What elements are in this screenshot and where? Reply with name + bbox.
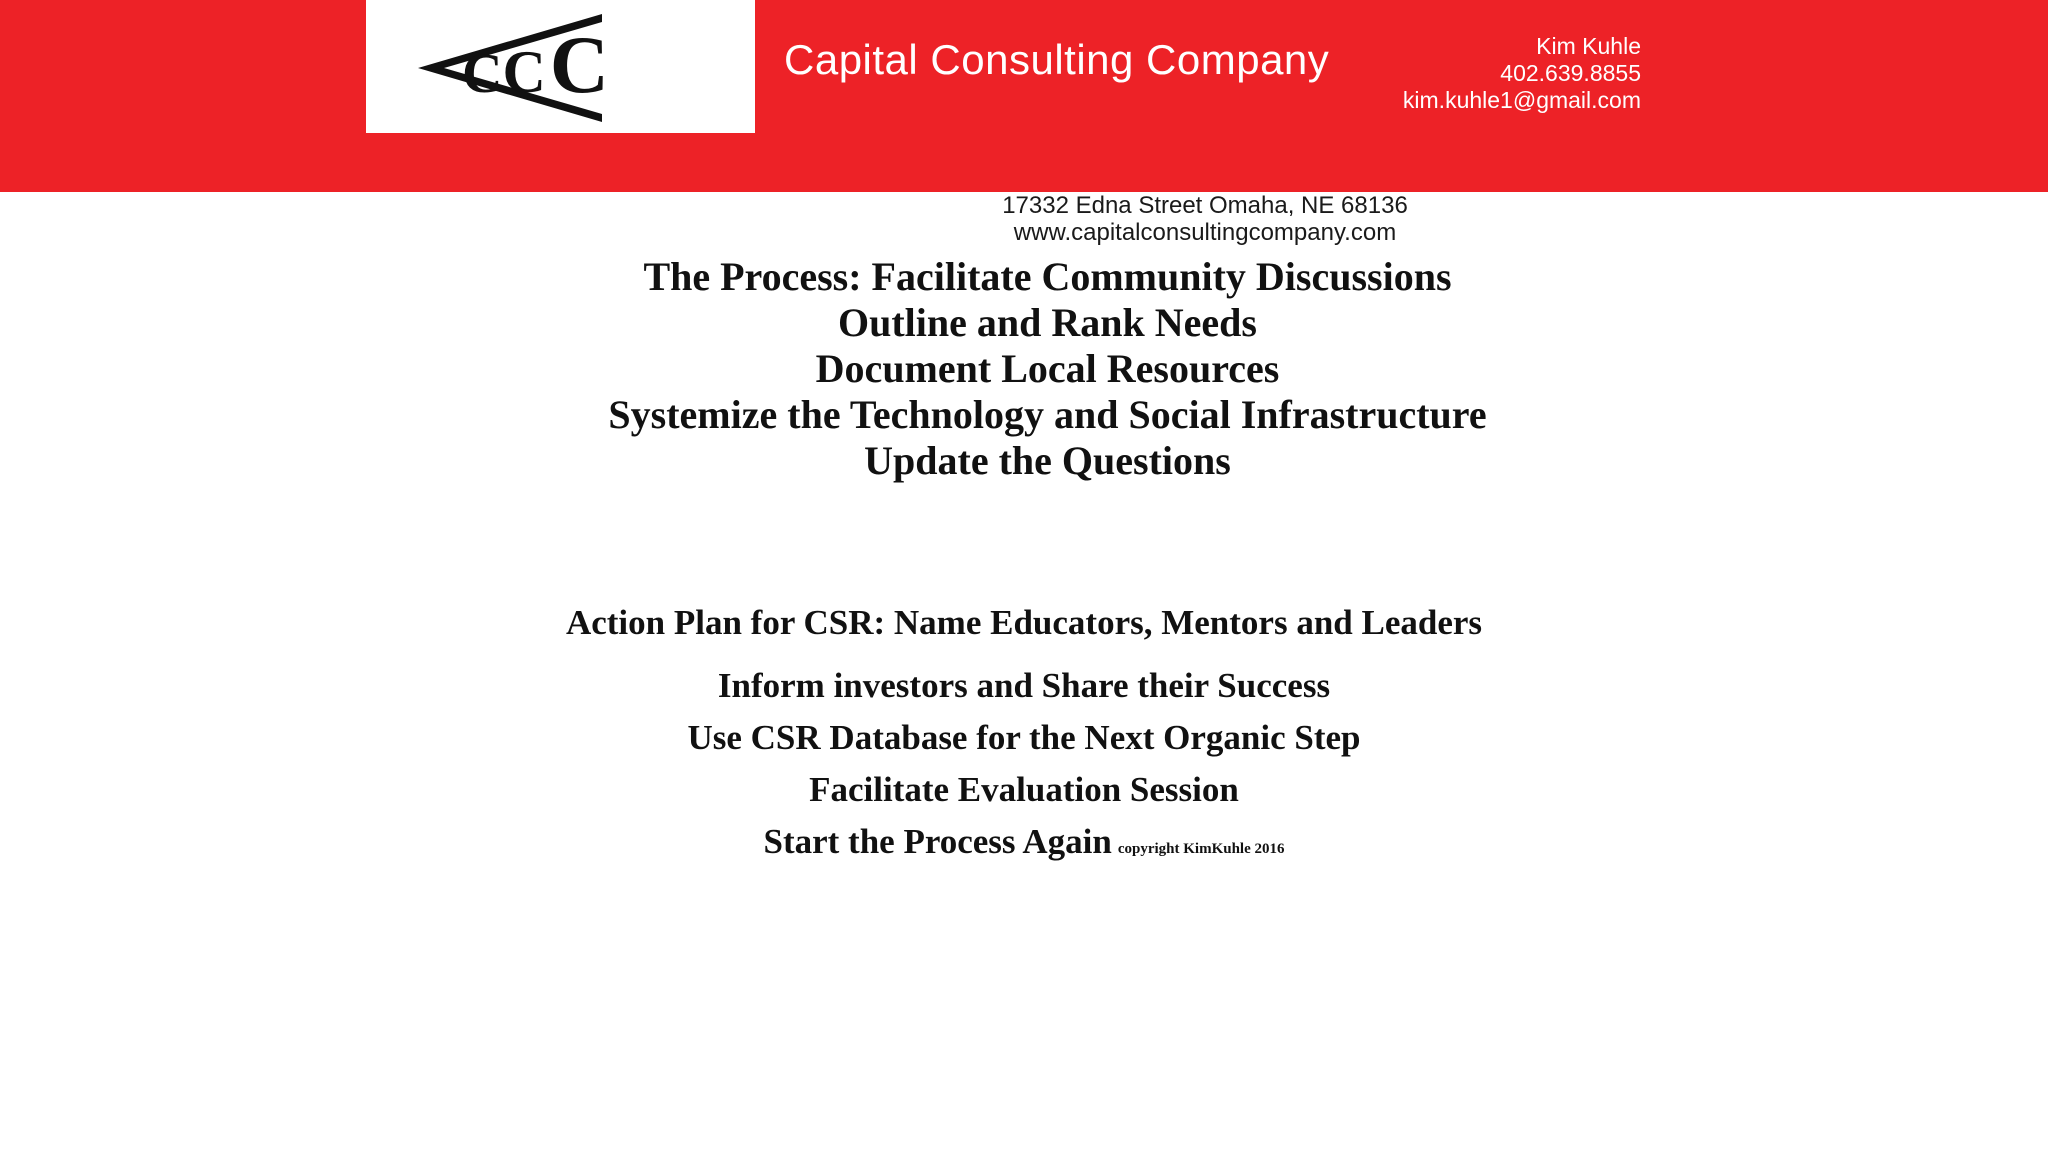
process-section xyxy=(0,254,2048,484)
process-line: Document Local Resources xyxy=(815,346,1280,391)
copyright-note: copyright KimKuhle 2016 xyxy=(1117,841,1285,857)
action-plan-section xyxy=(0,600,2048,875)
contact-name: Kim Kuhle xyxy=(1536,33,1641,59)
contact-block xyxy=(1241,33,1641,114)
header-banner xyxy=(0,0,2048,192)
contact-phone: 402.639.8855 xyxy=(1500,60,1641,86)
process-line: Update the Questions xyxy=(864,438,1231,483)
action-step-text: Start the Process Again xyxy=(763,822,1112,861)
logo-letters: CCC xyxy=(462,19,610,110)
process-line: The Process: Facilitate Community Discussions xyxy=(643,254,1452,299)
website-url: www.capitalconsultingcompany.com xyxy=(1013,219,1397,246)
process-line: Outline and Rank Needs xyxy=(838,300,1257,345)
address-block xyxy=(920,192,1490,246)
action-step: Facilitate Evaluation Session xyxy=(809,770,1239,809)
action-plan-heading: Action Plan for CSR: Name Educators, Mentors and Leaders xyxy=(565,603,1483,642)
street-address: 17332 Edna Street Omaha, NE 68136 xyxy=(1002,192,1408,219)
company-logo xyxy=(366,0,755,133)
contact-email: kim.kuhle1@gmail.com xyxy=(1402,87,1641,113)
action-step: Inform investors and Share their Success xyxy=(717,666,1331,705)
process-line: Systemize the Technology and Social Infrastructure xyxy=(608,392,1487,437)
action-step: Use CSR Database for the Next Organic Step xyxy=(687,718,1361,757)
company-name: Capital Consulting Company xyxy=(784,36,1330,83)
action-step-last xyxy=(0,816,2048,875)
ccc-logo-graphic xyxy=(366,0,755,133)
